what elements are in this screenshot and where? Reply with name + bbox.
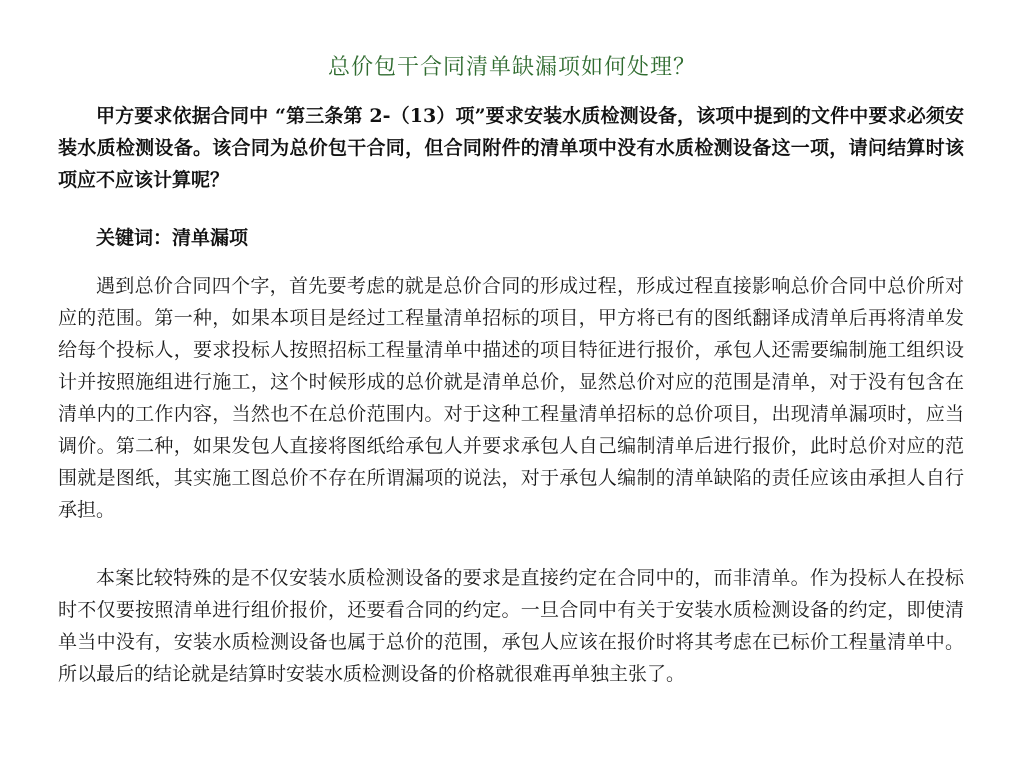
page-title: 总价包干合同清单缺漏项如何处理？ (327, 55, 696, 80)
keywords-line: 关键词：清单漏项 (96, 227, 249, 249)
answer-paragraph-1: 遇到总价合同四个字，首先要考虑的就是总价合同的形成过程，形成过程直接影响总价合同中总价所对应的范围。第一种，如果本项目是经过工程量清单招标的项目，甲方将已有的图纸翻译成清单后再将清单发给每个投标人，要求投标人按照招标工程量清单中描述的项目特征进行报价，承包人还需要编制施工组织设计并按照施组进行施工，这个时候形成的总价就是清单总价，显然总价对应的范围是清单，对于没有包含在清单内的工作内容，当然也不在总价范围内。对于这种工程量清单招标的总价项目，出现清单漏项时，应当调价。第二种，如果发包人直接将图纸给承包人并要求承包人自己编制清单后进行报价，此时总价对应的范围就是图纸，其实施工图总价不存在所谓漏项的说法，对于承包人编制的清单缺陷的责任应该由承担人自行承担。 (58, 275, 964, 521)
answer-paragraph-2: 本案比较特殊的是不仅安装水质检测设备的要求是直接约定在合同中的，而非清单。作为投标人在投标时不仅要按照清单进行组价报价，还要看合同的约定。一旦合同中有关于安装水质检测设备的约定，即使清单当中没有，安装水质检测设备也属于总价的范围，承包人应该在报价时将其考虑在已标价工程量清单中。所以最后的结论就是结算时安装水质检测设备的价格就很难再单独主张了。 (58, 567, 964, 685)
question-paragraph: 甲方要求依据合同中 “第三条第 2-（13）项”要求安装水质检测设备，该项中提到的文件中要求必须安装水质检测设备。该合同为总价包干合同，但合同附件的清单项中没有水质检测设备这一项，请问结算时该项应不应该计算呢？ (58, 105, 964, 191)
